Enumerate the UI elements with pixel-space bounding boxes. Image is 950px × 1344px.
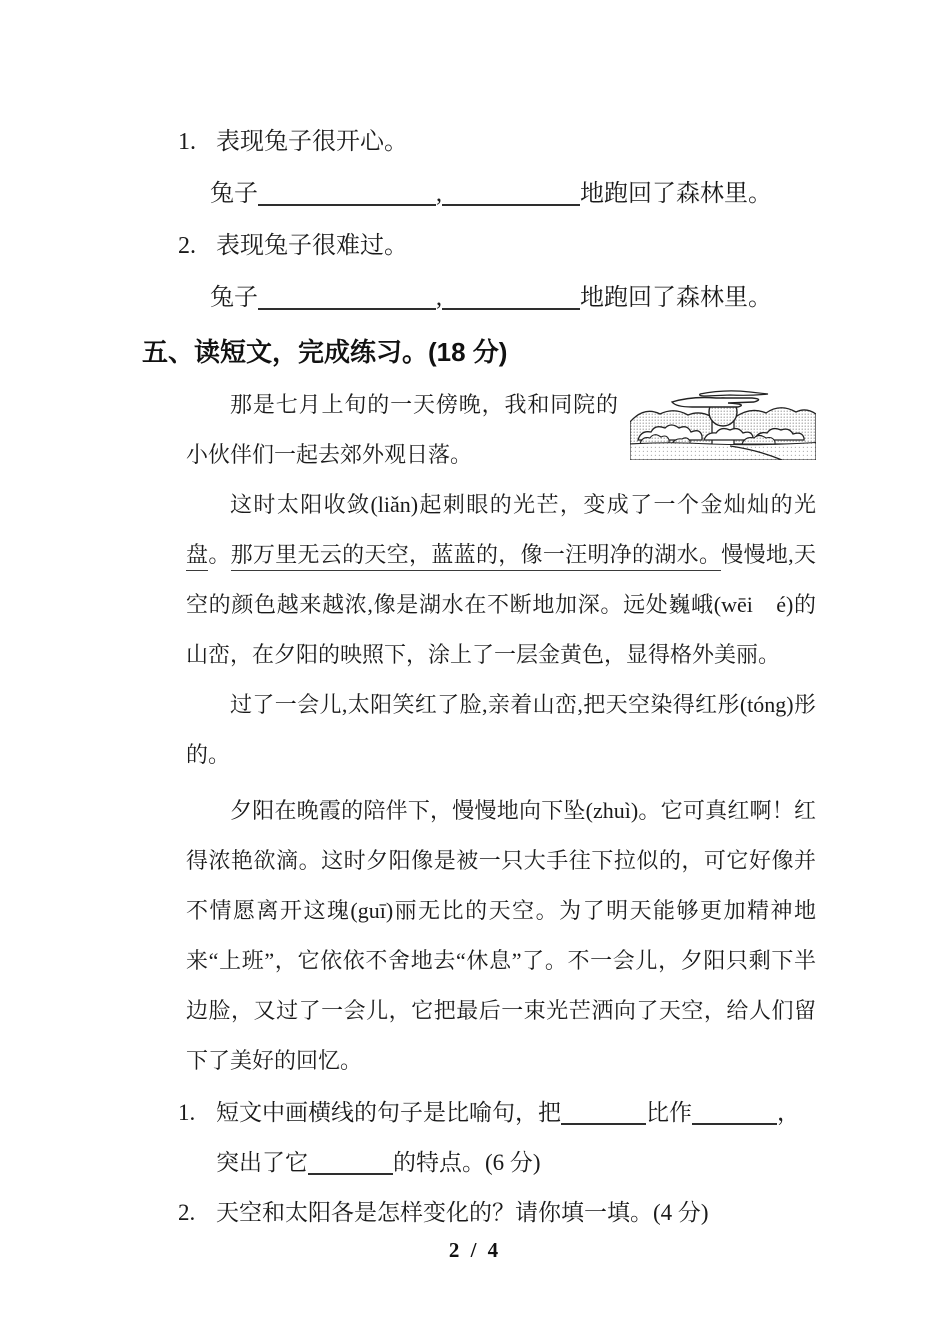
comprehension-questions [178,1088,816,1238]
page-number-footer: 2 / 4 [448,1238,502,1262]
answer-blank [561,1100,646,1125]
item-number: 2. [178,233,196,259]
fill-line-prefix: 兔子 [210,181,258,207]
question-body [216,1088,816,1188]
answer-blank [258,180,436,206]
answer-blank [442,180,580,206]
question-line [216,1088,816,1138]
answer-blank [308,1150,393,1175]
question-text: 天空和太阳各是怎样变化的？请你填一填。(4 分) [216,1200,709,1225]
question-number: 2. [178,1200,196,1225]
reading-passage [186,380,816,1086]
question-line [216,1188,816,1238]
passage-paragraph-3: 过了一会儿,太阳笑红了脸,亲着山峦,把天空染得红彤(tóng)彤的。 [186,692,816,767]
question-text: 突出了它 [216,1150,308,1175]
question-text: ， [777,1100,800,1125]
passage-text: 这时太阳收敛(liǎn)起刺眼的光芒，变成了一个金灿灿的光 [230,492,816,517]
exercise-item-1 [178,116,816,168]
question-text: 短文中画横线的句子是比喻句，把 [216,1100,561,1125]
passage-paragraph-2 [186,480,816,680]
answer-blank [692,1100,777,1125]
underlined-text: 盘 [186,542,208,571]
passage-paragraph-1: 那是七月上旬的一天傍晚，我和同院的小伙伴们一起去郊外观日落。 [186,392,618,467]
answer-blank [258,284,436,310]
item-prompt: 表现兔子很开心。 [216,129,408,155]
question-number: 1. [178,1100,196,1125]
exercise-item-2 [178,220,816,272]
item-prompt: 表现兔子很难过。 [216,233,408,259]
fill-line-1 [210,168,816,220]
question-text: 的特点。(6 分) [393,1150,541,1175]
fill-line-2 [210,272,816,324]
question-line [216,1138,816,1188]
fill-line-comma: , [436,181,442,207]
item-number: 1. [178,129,196,155]
fill-line-prefix: 兔子 [210,285,258,311]
page-content [142,116,816,1238]
question-body [216,1188,816,1238]
question-text: 比作 [646,1100,692,1125]
fill-line-suffix: 地跑回了森林里。 [580,181,772,207]
fill-line-comma: , [436,285,442,311]
section-title: 五、读短文，完成练习。(18 分) [142,337,508,367]
passage-text: 慢慢地,天空的颜色越来越浓,像是湖水在不断地加深。远处巍峨(wēi é)的山峦，在夕阳的映照下，涂上了一层金黄色，显得格外美丽。 [186,542,816,667]
passage-paragraph-4: 夕阳在晚霞的陪伴下，慢慢地向下坠(zhuì)。它可真红啊！红得浓艳欲滴。这时夕阳像是被一只大手往下拉似的，可它好像并不情愿离开这瑰(guī)丽无比的天空。为了明天能够更加精神地来“上班”，它依依不舍地去“休息”了。不一会儿，夕阳只剩下半边脸，又过了一会儿，它把最后一束光芒洒向了天空，给人们留下了美好的回忆。 [186,798,816,1073]
underlined-simile-sentence: 那万里无云的天空，蓝蓝的，像一汪明净的湖水。 [231,542,722,571]
question-2 [178,1188,816,1238]
sunset-illustration [630,386,816,460]
fill-line-suffix: 地跑回了森林里。 [580,285,772,311]
fill-in-exercise [178,116,816,324]
passage-text: 。 [208,542,231,567]
question-1 [178,1088,816,1188]
answer-blank [442,284,580,310]
